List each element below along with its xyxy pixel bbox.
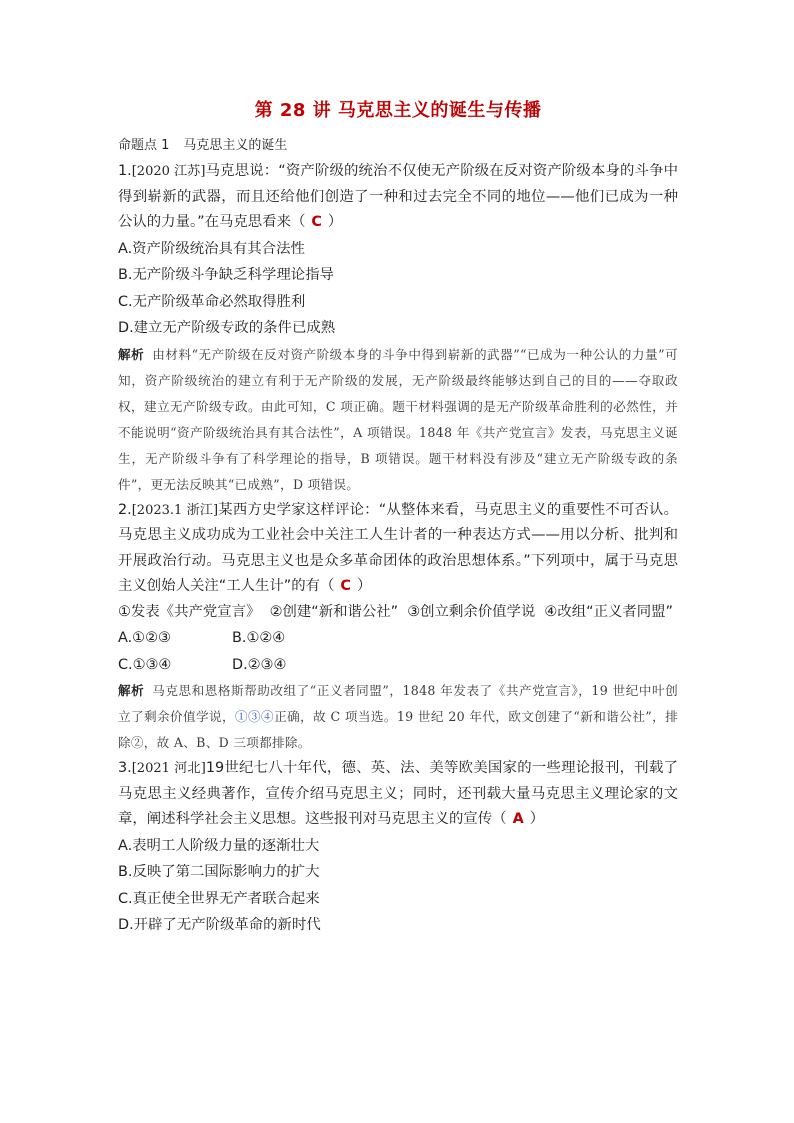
- option-b: B.反映了第二国际影响力的扩大: [118, 864, 320, 880]
- option-d: D.建立无产阶级专政的条件已成熟: [118, 320, 336, 336]
- analysis-text: 由材料“无产阶级在反对资产阶级本身的斗争中得到崭新的武器”“已成为一种公认的力量”可知，资产阶级统治的建立有利于无产阶级的发展，无产阶级最终能够达到自己的目的——夺取政权，建立无产阶级专政。由此可知，C 项正确。题干材料强调的是无产阶级革命胜利的必然性，并不能说明“资产阶级统治具有其合法性”，A 项错误。1848 年《共产党宣言》发表，马克思主义诞生，无产阶级斗争有了科学理论的指导，B 项错误。题干材料没有涉及“建立无产阶级专政的条件”，更无法反映其“已成熟”，D 项错误。: [118, 346, 678, 492]
- question-2: [118, 498, 678, 757]
- question-3-stem: [118, 756, 678, 833]
- question-source: [2021 河北]: [131, 761, 206, 776]
- analysis-label: 解析: [118, 683, 145, 698]
- question-number: 2.: [118, 501, 132, 518]
- question-source: [2023.1 浙江]: [131, 502, 219, 518]
- question-source: [2020 江苏]: [131, 164, 206, 179]
- question-text: 马克思说：“资产阶级的统治不仅使无产阶级在反对资产阶级本身的斗争中得到崭新的武器，而且还给他们创造了一种和过去完全不同的地位——他们已成为一种公认的力量。”在马克思看来（: [118, 163, 678, 230]
- page-content: [118, 96, 678, 939]
- option-b: B.无产阶级斗争缺乏科学理论指导: [118, 267, 334, 283]
- section-prefix: 命题点 1: [118, 138, 170, 153]
- question-2-analysis: [118, 678, 678, 756]
- option-c: C.无产阶级革命必然取得胜利: [118, 293, 306, 310]
- option-a: A.①②③: [118, 630, 171, 646]
- question-text-end: ）: [356, 578, 372, 594]
- question-number: 3.: [118, 760, 132, 776]
- question-1-stem: [118, 159, 678, 236]
- option-c: C.真正使全世界无产者联合起来: [118, 890, 320, 907]
- option-a: A.表明工人阶级力量的逐渐壮大: [118, 837, 320, 854]
- analysis-highlight: ①③④: [235, 709, 275, 724]
- analysis-label: 解析: [118, 346, 145, 362]
- option-c: C.①③④: [118, 656, 172, 673]
- page-title: 第 28 讲 马克思主义的诞生与传播: [254, 100, 542, 121]
- option-a: A.资产阶级统治具有其合法性: [118, 240, 305, 257]
- answer-key: C: [311, 214, 322, 230]
- option-row: [118, 625, 678, 652]
- section-heading: [118, 134, 678, 153]
- question-text: 19世纪七八十年代，德、英、法、美等欧美国家的一些理论报刊，刊载了马克思主义经典著作，宣传介绍马克思主义；同时，还刊载大量马克思主义理论家的文章，阐述科学社会主义思想。这些报刊对马克思主义的宣传（: [118, 760, 678, 827]
- question-2-items: ①发表《共产党宣言》 ②创建“新和谐公社” ③创立剩余价值学说 ④改组“正义者同盟”: [118, 603, 673, 620]
- option-b: B.①②④: [232, 630, 286, 646]
- option-d: D.开辟了无产阶级革命的新时代: [118, 917, 321, 933]
- question-text-end: ）: [529, 811, 545, 827]
- analysis-text: 马克思和恩格斯帮助改组了“正义者同盟”，1848 年发表了《共产党宣言》，19 世纪中叶创立了剩余价值学说，: [118, 683, 678, 724]
- option-d: D.②③④: [232, 656, 287, 673]
- question-2-stem: [118, 498, 678, 600]
- question-text-end: ）: [327, 214, 343, 230]
- question-3: [118, 756, 678, 939]
- question-text: 某西方史学家这样评论：“从整体来看，马克思主义的重要性不可否认。马克思主义成功成为工业社会中关注工人生计者的一种表达方式——用以分析、批判和开展政治行动。马克思主义也是众多革命团体的政治思想体系。”下列项中，属于马克思主义创始人关注“工人生计”的有（: [118, 501, 678, 594]
- answer-key: A: [512, 811, 524, 827]
- analysis-text-end: 正确，故 C 项当选。19 世纪 20 年代，欧文创建了“新和谐公社”，排除②，故 A、B、D 三项都排除。: [118, 709, 678, 750]
- question-1: [118, 159, 678, 498]
- option-row: [118, 652, 678, 679]
- answer-key: C: [340, 578, 351, 594]
- question-number: 1.: [118, 163, 132, 179]
- section-name: 马克思主义的诞生: [183, 138, 288, 153]
- question-1-analysis: [118, 342, 678, 498]
